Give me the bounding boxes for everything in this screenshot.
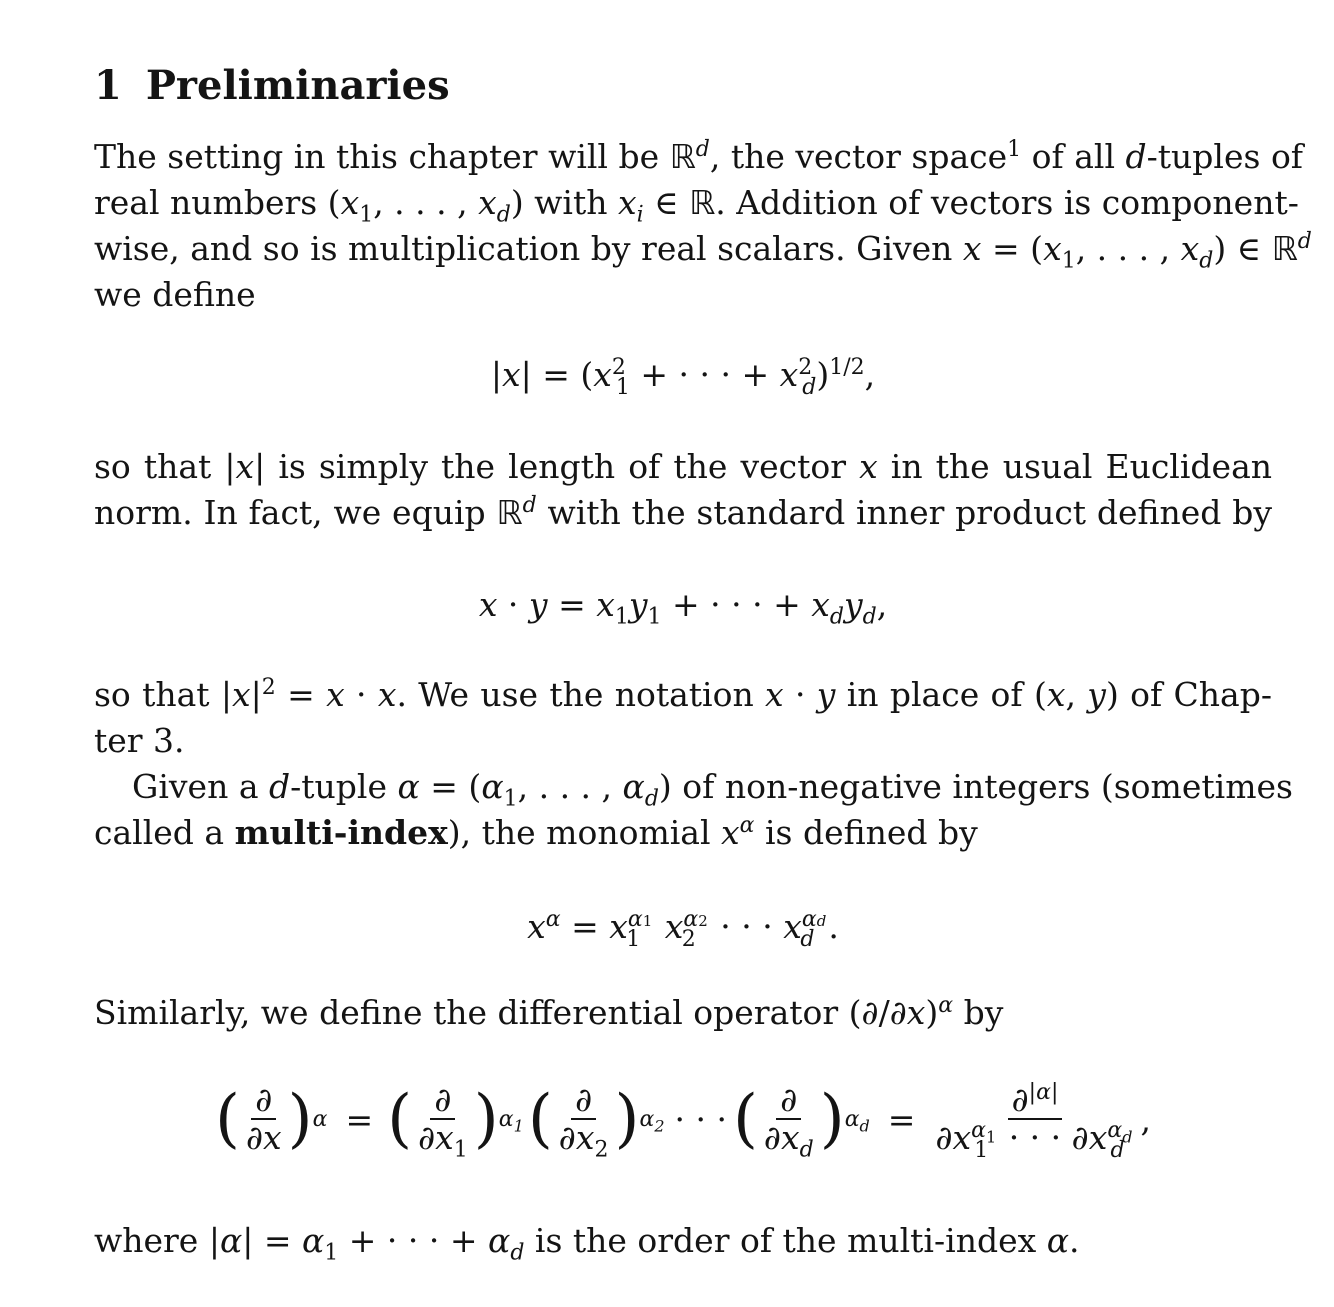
paragraph-notation [94, 672, 1293, 856]
text-line: wise, and so is multiplication by real scalars. Given $x = (x_1$, . . . , $x_d$) ∈ ℝ$^d$ [94, 229, 1312, 274]
section-title-text: Preliminaries [145, 62, 450, 109]
text-line: Given a d-tuple $\alpha = (\alpha_1$, . . . , $\alpha_d$) of non-negative integers (sometimes [132, 767, 1293, 812]
equation-differential-operator: ( $\frac{\partial}{\partial x}$ ) α = ( $\frac{\partial}{\partial x_1}$ ) $\alpha_1$ ( $\frac{\partial}{\partial x_2}$ ) $\alpha_2$ · · · ( $\frac{\partial}{\partial x_d}$ ) $\alpha_d$ = $\frac{\partial^{|\alpha|}}{\partial x^{\alpha_1}_1 \cdot \cdot \cdot \partial x^{\alpha_d}_d}$ , [214, 1080, 1152, 1163]
text-line: Similarly, we define the differential operator $(\partial/\partial x)^\alpha$ by [94, 993, 1004, 1032]
term-multi-index: multi-index [234, 813, 448, 852]
text-line: ter 3. [94, 721, 185, 760]
section-heading [94, 62, 450, 110]
paragraph-intro [94, 134, 1312, 318]
text-line: called a multi-index), the monomial $x^\alpha$ is defined by [94, 813, 978, 852]
equation-monomial: $x^\alpha = x^{\alpha 1}_1$ $x^{\alpha 2}_2$ · · · $x^{\alpha d}_d$ . [527, 907, 839, 952]
text-line: where $|\alpha| = \alpha_1$ + · · · + $\alpha_d$ is the order of the multi-index α. [94, 1221, 1080, 1266]
section-number: 1 [94, 62, 122, 109]
text-line: The setting in this chapter will be ℝ$^d$, the vector space$^1$ of all d-tuples of [94, 137, 1304, 176]
text-line: norm. In fact, we equip ℝ$^d$ with the standard inner product defined by [94, 493, 1272, 532]
text-line: we define [94, 275, 256, 314]
paragraph-order [94, 1218, 1272, 1264]
text-line: so that $|x|^2 = x \cdot x$. We use the notation x · y in place of (x, y) of Chap- [94, 675, 1272, 714]
paragraph-norm [94, 444, 1272, 536]
text-line: so that |x| is simply the length of the vector x in the usual Euclidean [94, 447, 1272, 486]
equation-norm: $|x| = (x^2_1$ + · · · + $x^2_d)^{1/2}$, [490, 355, 876, 400]
paragraph-operator [94, 990, 1272, 1036]
equation-inner-product: $x \cdot y = x_1y_1$ + · · · + $x_dy_d$, [478, 585, 888, 630]
text-line: real numbers ($x_1$, . . . , $x_d$) with $x_i$ ∈ ℝ. Addition of vectors is component- [94, 183, 1299, 228]
